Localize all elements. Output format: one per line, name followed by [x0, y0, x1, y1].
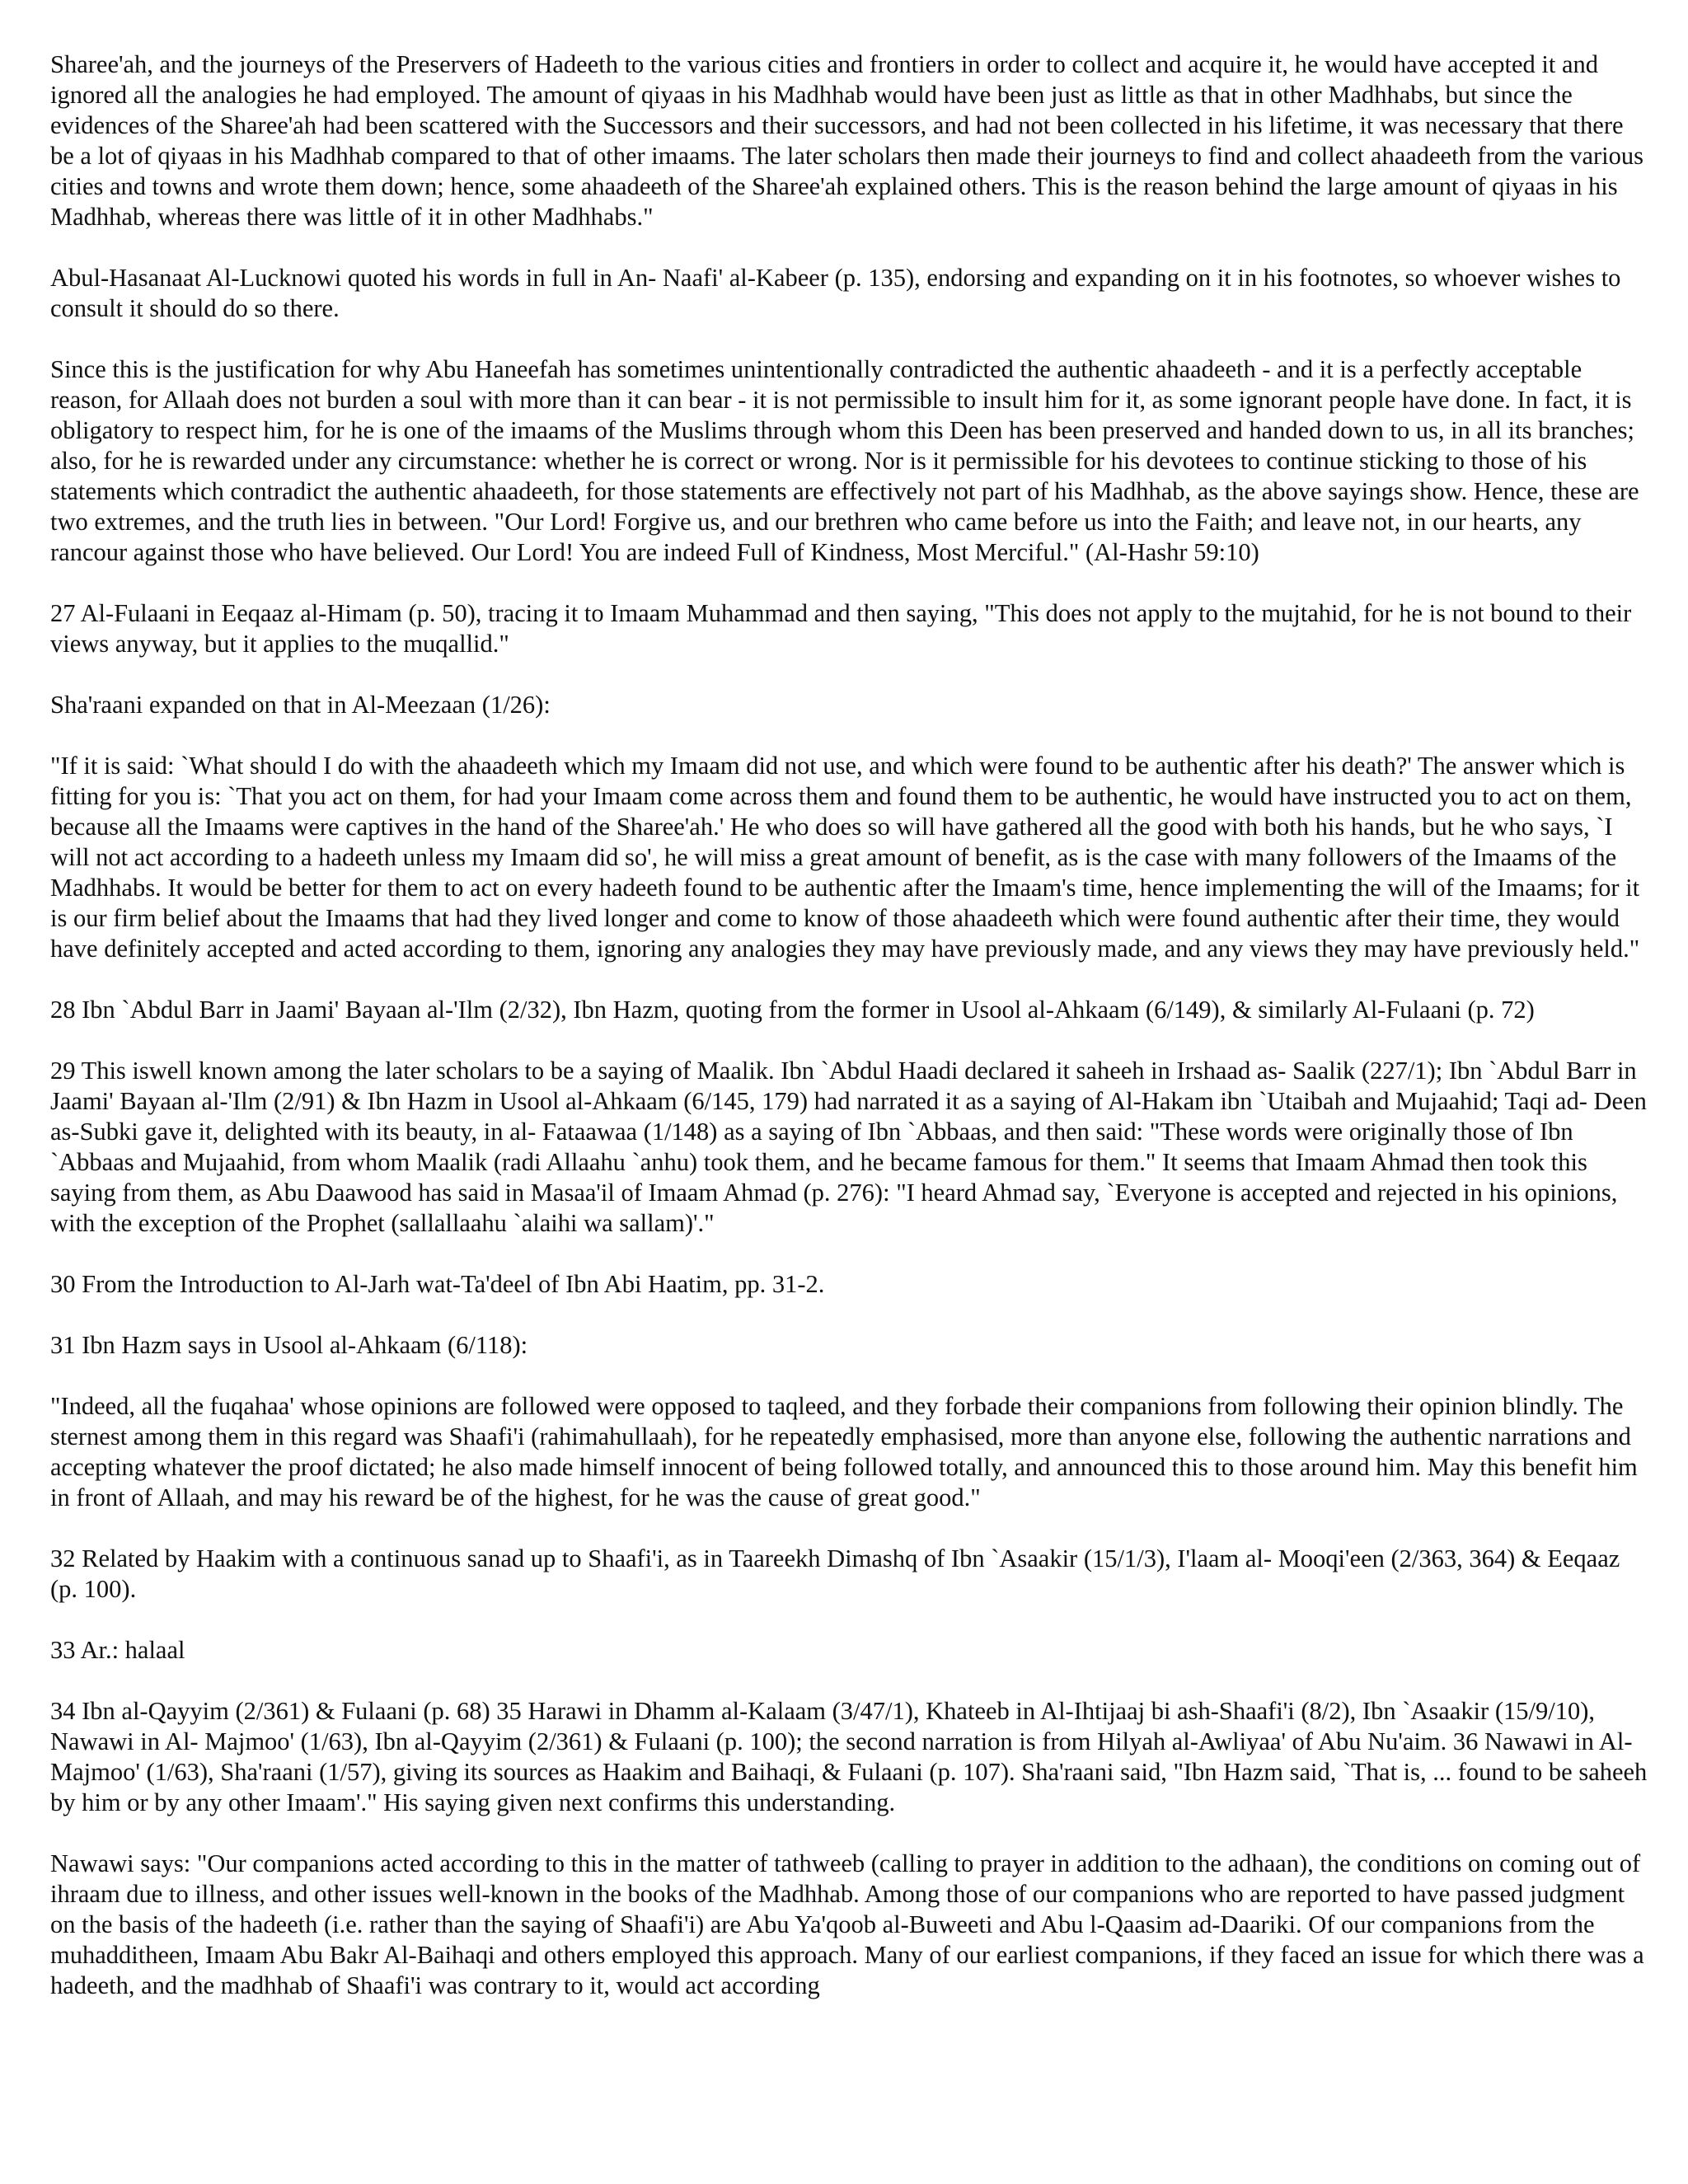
footnote-34-36: 34 Ibn al-Qayyim (2/361) & Fulaani (p. 68) 35 Harawi in Dhamm al-Kalaam (3/47/1), Khateeb in Al-Ihtijaaj bi ash-Shaafi'i (8/2), Ibn `Asaakir (15/9/10), Nawawi in Al- Majmoo' (1/63), Ibn al-Qayyim (2/361) & Fulaani (p. 100); the second narration is from Hilyah al-Awliyaa' of Abu Nu'aim. 36 Nawawi in Al-Majmoo' (1/63), Sha'raani (1/57), giving its sources as Haakim and Baihaqi, & Fulaani (p. 107). Sha'raani said, "Ibn Hazm said, `That is, ... found to be saheeh by him or by any other Imaam'." His saying given next confirms this understanding. [50, 1697, 1648, 1816]
footnote-27: 27 Al-Fulaani in Eeqaaz al-Himam (p. 50), tracing it to Imaam Muhammad and then saying, "This does not apply to the mujtahid, for he is not bound to their views anyway, but it applies to the muqallid." [50, 599, 1632, 658]
footnote-28: 28 Ibn `Abdul Barr in Jaami' Bayaan al-'Ilm (2/32), Ibn Hazm, quoting from the former in Usool al-Ahkaam (6/149), & similarly Al-Fulaani (p. 72) [50, 996, 1535, 1024]
paragraph-continuation: Sharee'ah, and the journeys of the Preservers of Hadeeth to the various cities and frontiers in order to collect and acquire it, he would have accepted it and ignored all the analogies he had employed. The amount of qiyaas in his Madhhab would have been just as little as that in other Madhhabs, but since the evidences of the Sharee'ah had been scattered with the Successors and their successors, and had not been collected in his lifetime, it was necessary that there be a lot of qiyaas in his Madhhab compared to that of other imaams. The later scholars then made their journeys to find and collect ahaadeeth from the various cities and towns and wrote them down; hence, some ahaadeeth of the Sharee'ah explained others. This is the reason behind the large amount of qiyaas in his Madhhab, whereas there was little of it in other Madhhabs." [50, 50, 1644, 231]
paragraph-sharaani-intro: Sha'raani expanded on that in Al-Meezaan (1/26): [50, 691, 551, 719]
footnote-29: 29 This iswell known among the later scholars to be a saying of Maalik. Ibn `Abdul Haadi declared it saheeh in Irshaad as- Saalik (227/1); Ibn `Abdul Barr in Jaami' Bayaan al-'Ilm (2/91) & Ibn Hazm in Usool al-Ahkaam (6/145, 179) had narrated it as a saying of Al-Hakam ibn `Utaibah and Mujaahid; Taqi ad- Deen as-Subki gave it, delighted with its beauty, in al- Fataawaa (1/148) as a saying of Ibn `Abbaas, and then said: "These words were originally those of Ibn `Abbaas and Mujaahid, from whom Maalik (radi Allaahu `anhu) took them, and he became famous for them." It seems that Imaam Ahmad then took this saying from them, as Abu Daawood has said in Masaa'il of Imaam Ahmad (p. 276): "I heard Ahmad say, `Everyone is accepted and rejected in his opinions, with the exception of the Prophet (sallallaahu `alaihi wa sallam)'." [50, 1057, 1647, 1237]
paragraph-justification: Since this is the justification for why Abu Haneefah has sometimes unintentionally contradicted the authentic ahaadeeth - and it is a perfectly acceptable reason, for Allaah does not burden a soul with more than it can bear - it is not permissible to insult him for it, as some ignorant people have done. In fact, it is obligatory to respect him, for he is one of the imaams of the Muslims through whom this Deen has been preserved and handed down to us, in all its branches; also, for he is rewarded under any circumstance: whether he is correct or wrong. Nor is it permissible for his devotees to continue sticking to those of his statements which contradict the authentic ahaadeeth, for those statements are effectively not part of his Madhhab, as the above sayings show. Hence, these are two extremes, and the truth lies in between. "Our Lord! Forgive us, and our brethren who came before us into the Faith; and leave not, in our hearts, any rancour against those who have believed. Our Lord! You are indeed Full of Kindness, Most Merciful." (Al-Hashr 59:10) [50, 355, 1639, 566]
paragraph-sharaani-quote: "If it is said: `What should I do with the ahaadeeth which my Imaam did not use, and which were found to be authentic after his death?' The answer which is fitting for you is: `That you act on them, for had your Imaam come across them and found them to be authentic, he would have instructed you to act on them, because all the Imaams were captives in the hand of the Sharee'ah.' He who does so will have gathered all the good with both his hands, but he who says, `I will not act according to a hadeeth unless my Imaam did so', he will miss a great amount of benefit, as is the case with many followers of the Imaams of the Madhhabs. It would be better for them to act on every hadeeth found to be authentic after the Imaam's time, hence implementing the will of the Imaams; for it is our firm belief about the Imaams that had they lived longer and come to know of those ahaadeeth which were found authentic after their time, they would have definitely accepted and acted according to them, ignoring any analogies they may have previously made, and any views they may have previously held." [50, 752, 1640, 963]
footnote-33: 33 Ar.: halaal [50, 1636, 185, 1664]
document-page [50, 49, 1649, 2032]
footnote-31: 31 Ibn Hazm says in Usool al-Ahkaam (6/118): [50, 1331, 528, 1359]
footnote-30: 30 From the Introduction to Al-Jarh wat-Ta'deel of Ibn Abi Haatim, pp. 31-2. [50, 1270, 825, 1298]
paragraph-nawawi-quote: Nawawi says: "Our companions acted according to this in the matter of tathweeb (calling to prayer in addition to the adhaan), the conditions on coming out of ihraam due to illness, and other issues well-known in the books of the Madhhab. Among those of our companions who are reported to have passed judgment on the basis of the hadeeth (i.e. rather than the saying of Shaafi'i) are Abu Ya'qoob al-Buweeti and Abu l-Qaasim ad-Daariki. Of our companions from the muhadditheen, Imaam Abu Bakr Al-Baihaqi and others employed this approach. Many of our earliest companions, if they faced an issue for which there was a hadeeth, and the madhhab of Shaafi'i was contrary to it, would act according [50, 1849, 1644, 1999]
paragraph-ibn-hazm-quote: "Indeed, all the fuqahaa' whose opinions are followed were opposed to taqleed, and they forbade their companions from following their opinion blindly. The sternest among them in this regard was Shaafi'i (rahimahullaah), for he repeatedly emphasised, more than anyone else, following the authentic narrations and accepting whatever the proof dictated; he also made himself innocent of being followed totally, and announced this to those around him. May this benefit him in front of Allaah, and may his reward be of the highest, for he was the cause of great good." [50, 1392, 1638, 1511]
paragraph-lucknowi: Abul-Hasanaat Al-Lucknowi quoted his words in full in An- Naafi' al-Kabeer (p. 135), endorsing and expanding on it in his footnotes, so whoever wishes to consult it should do so there. [50, 264, 1621, 322]
footnote-32: 32 Related by Haakim with a continuous sanad up to Shaafi'i, as in Taareekh Dimashq of Ibn `Asaakir (15/1/3), I'laam al- Mooqi'een (2/363, 364) & Eeqaaz (p. 100). [50, 1544, 1620, 1603]
